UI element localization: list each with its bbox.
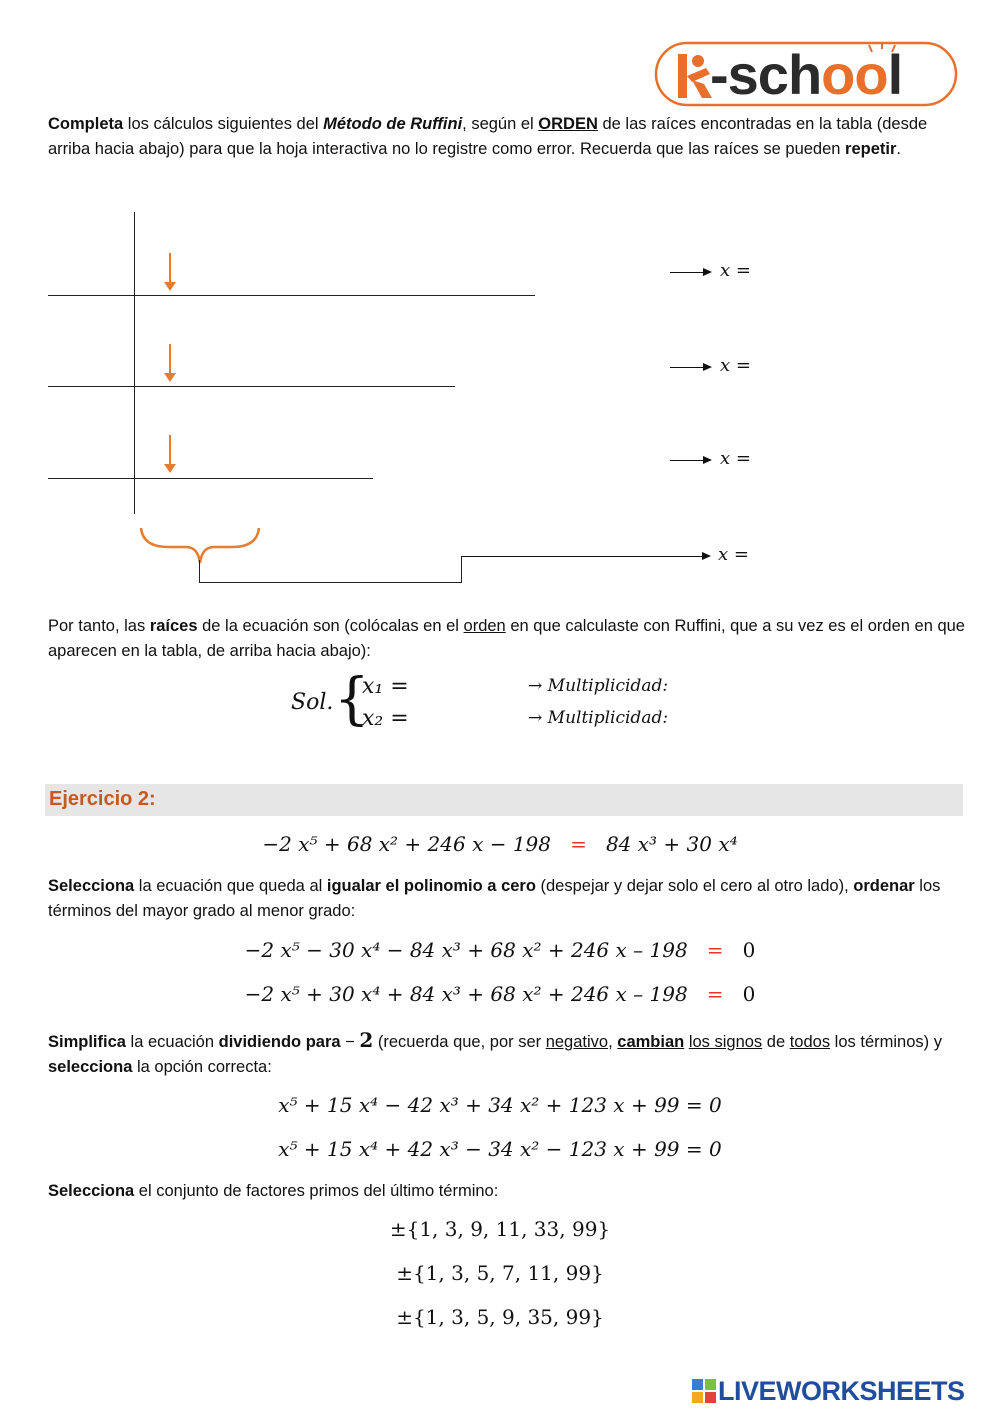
- step2-option-2[interactable]: [0, 1137, 1000, 1161]
- step3-option-3-text: ±{1, 3, 5, 9, 35, 99}: [396, 1305, 604, 1329]
- step1-option-2-lhs: −2 x⁵ + 30 x⁴ + 84 x³ + 68 x² + 246 x – 198: [244, 982, 688, 1006]
- down-arrow-icon: [169, 253, 171, 289]
- down-arrow-icon: [169, 344, 171, 380]
- step3-option-1[interactable]: [0, 1217, 1000, 1241]
- connector-bottom: [199, 582, 461, 583]
- step1-t2: (despejar y dejar solo el cero al otro lado),: [535, 877, 854, 895]
- sol-x2: x₂ =: [362, 706, 409, 731]
- ruffini-row-line-1: [48, 295, 535, 296]
- down-arrow-icon: [169, 435, 171, 471]
- step3-option-1-text: ±{1, 3, 9, 11, 33, 99}: [389, 1217, 611, 1241]
- mult-row-2: [528, 708, 668, 728]
- intro-paragraph: [48, 112, 968, 161]
- step2-t1: la ecuación: [125, 1033, 219, 1051]
- step2-u1: negativo: [545, 1033, 609, 1051]
- intro-b3: ORDEN: [538, 115, 598, 133]
- step1-option-1[interactable]: [0, 938, 1000, 962]
- step2-t2: −: [340, 1033, 360, 1051]
- step3-t1: el conjunto de factores primos del último término:: [134, 1182, 499, 1200]
- mult-arrow-icon: →: [528, 676, 543, 696]
- step2-option-1[interactable]: [0, 1093, 1000, 1117]
- mult-row-1: [528, 676, 668, 696]
- step2-t7: los términos) y: [830, 1033, 942, 1051]
- exercise-2-title: Ejercicio 2:: [49, 788, 156, 810]
- step1-t1: la ecuación que queda al: [134, 877, 327, 895]
- right-arrow-icon: [670, 367, 710, 368]
- step1-b1: Selecciona: [48, 877, 135, 895]
- equation-equals: =: [570, 832, 587, 856]
- root-label-4: x =: [718, 544, 749, 565]
- step1-option-2-equals: =: [706, 982, 724, 1006]
- step3-b1: Selecciona: [48, 1182, 135, 1200]
- step2-t6: de: [762, 1033, 790, 1051]
- ruffini-vertical-line: [134, 212, 135, 514]
- intro-t4: .: [896, 139, 901, 158]
- step3-option-2-text: ±{1, 3, 5, 7, 11, 99}: [396, 1261, 604, 1285]
- root-label-1: x =: [720, 260, 751, 281]
- step2-t3: (recuerda que, por ser: [373, 1033, 546, 1051]
- step2-b1: Simplifica: [48, 1033, 126, 1051]
- right-arrow-icon: [461, 556, 709, 557]
- root-label-2: x =: [720, 355, 751, 376]
- mult-arrow-icon: →: [528, 708, 543, 728]
- step1-option-2-rhs: 0: [742, 982, 756, 1006]
- equation-left: −2 x⁵ + 68 x² + 246 x − 198: [262, 832, 552, 856]
- equation-right: 84 x³ + 30 x⁴: [605, 832, 738, 856]
- intro-t2: , según el: [462, 115, 539, 133]
- intro-t3: de las raíces encontradas en la tabla (desde arriba hacia abajo) para que la hoja interactiva no lo registre como error. Recuerda que las raíces se pueden: [48, 115, 928, 158]
- mult-label-2: Multiplicidad:: [547, 708, 669, 728]
- mult-label-1: Multiplicidad:: [547, 676, 669, 696]
- connector-vertical-left: [199, 560, 200, 583]
- roots-t1: Por tanto, las: [48, 617, 150, 635]
- roots-paragraph: [48, 614, 968, 663]
- step3-option-2[interactable]: [0, 1261, 1000, 1285]
- step1-option-1-lhs: −2 x⁵ − 30 x⁴ − 84 x³ + 68 x² + 246 x – 198: [244, 938, 688, 962]
- liveworksheets-logo: [692, 1376, 992, 1406]
- roots-u1: orden: [463, 617, 506, 635]
- connector-vertical-right: [461, 556, 462, 583]
- step1-instructions: [48, 874, 968, 923]
- curly-brace-icon: [138, 525, 262, 585]
- ruffini-row-line-2: [48, 386, 455, 387]
- root-label-3: x =: [720, 448, 751, 469]
- sol-x1: x₁ =: [362, 674, 409, 699]
- step2-option-1-text: x⁵ + 15 x⁴ − 42 x³ + 34 x² + 123 x + 99 = 0: [278, 1093, 722, 1117]
- ruffini-row-line-3: [48, 478, 373, 479]
- step1-b2: igualar el polinomio a cero: [326, 877, 536, 895]
- step1-option-1-equals: =: [706, 938, 724, 962]
- step1-option-2[interactable]: [0, 982, 1000, 1006]
- exercise-2-equation: [0, 832, 1000, 856]
- left-brace-icon: {: [334, 667, 370, 732]
- intro-b1: Completa: [48, 115, 124, 133]
- step2-u2: los signos: [688, 1033, 763, 1051]
- roots-b1: raíces: [149, 617, 198, 635]
- intro-b2: Método de Ruffini: [323, 115, 463, 133]
- liveworksheets-icon: [692, 1379, 716, 1403]
- step2-option-2-text: x⁵ + 15 x⁴ + 42 x³ − 34 x² − 123 x + 99 = 0: [278, 1137, 722, 1161]
- intro-t1: los cálculos siguientes del: [123, 115, 324, 133]
- right-arrow-icon: [670, 460, 710, 461]
- step2-b3: selecciona: [48, 1057, 133, 1076]
- step2-bu1: cambian: [617, 1033, 685, 1051]
- right-arrow-icon: [670, 272, 710, 273]
- intro-b4: repetir: [845, 139, 897, 158]
- sol-label: Sol.: [291, 690, 334, 715]
- step2-t8: la opción correcta:: [132, 1057, 272, 1076]
- step3-option-3[interactable]: [0, 1305, 1000, 1329]
- step2-instructions: [48, 1028, 968, 1079]
- roots-t2: de la ecuación son (colócalas en el: [197, 617, 464, 635]
- step1-option-1-rhs: 0: [742, 938, 756, 962]
- logo-text: -school: [710, 43, 903, 106]
- exercise-2-header: [45, 784, 963, 816]
- step2-t4: ,: [608, 1033, 618, 1051]
- step3-instructions: [48, 1179, 968, 1204]
- roots-t3: en que calculaste con Ruffini, que a su vez es el orden en que aparecen en la tabla, de arriba hacia abajo):: [48, 617, 965, 660]
- step2-num: 2: [359, 1028, 374, 1052]
- step1-t3: los términos del mayor grado al menor grado:: [48, 877, 941, 920]
- step2-b2: dividiendo para: [218, 1033, 341, 1051]
- step1-b3: ordenar: [853, 877, 915, 895]
- step2-u3: todos: [789, 1033, 831, 1051]
- kschool-logo: [654, 40, 958, 110]
- liveworksheets-text: LIVEWORKSHEETS: [718, 1376, 965, 1406]
